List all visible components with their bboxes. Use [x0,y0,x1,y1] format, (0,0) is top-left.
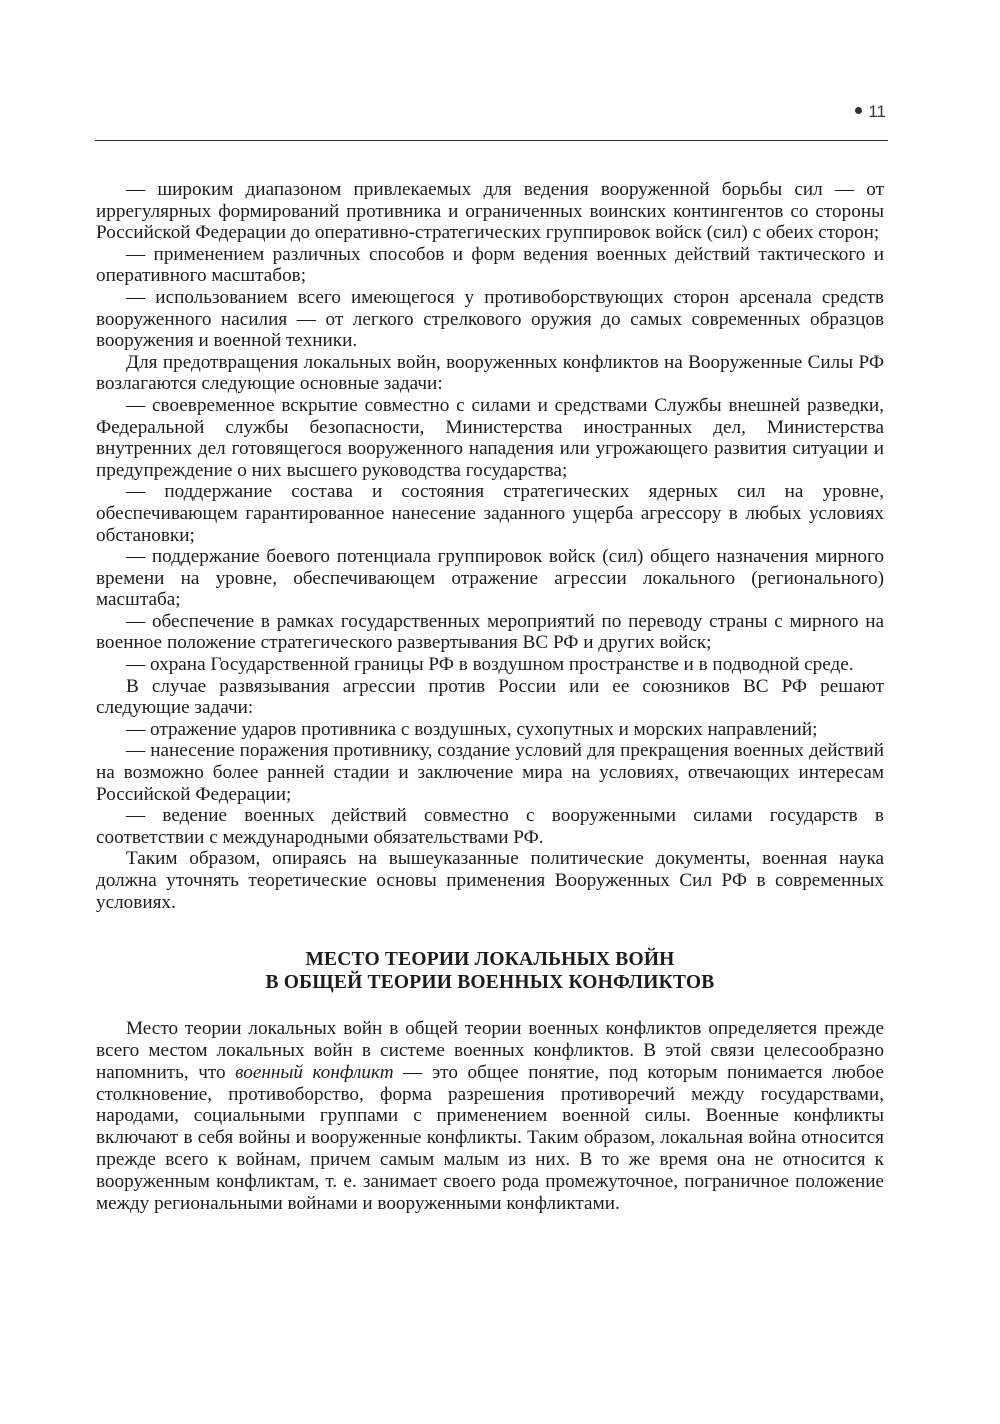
paragraph: — ведение военных действий совместно с вооруженными силами государств в соответствии с международными обязательствами РФ. [96,805,884,848]
term-italic: военный конфликт [235,1061,394,1083]
paragraph: — поддержание состава и состояния стратегических ядерных сил на уровне, обеспечивающем гарантированное нанесение заданного ущерба агрессору в любых условиях обстановки; [96,481,884,546]
paragraph: — поддержание боевого потенциала группировок войск (сил) общего назначения мирного времени на уровне, обеспечивающем отражение агрессии локального (регионального) масштаба; [96,546,884,611]
text-body [96,179,884,1214]
paragraph: — нанесение поражения противнику, создание условий для прекращения военных действий на возможно более ранней стадии и заключение мира на условиях, отвечающих интересам Российской Федерации; [96,740,884,805]
page-number-value: 11 [868,102,886,121]
page-number [855,102,886,122]
section-paragraph [96,1018,884,1214]
bullet-icon [855,107,862,114]
paragraph: В случае развязывания агрессии против России или ее союзников ВС РФ решают следующие задачи: [96,675,884,719]
section-heading [96,948,884,994]
paragraph: — использованием всего имеющегося у противоборствующих сторон арсенала средств вооруженного насилия — от легкого стрелкового оружия до самых современных образцов вооружения и военной техники. [96,286,884,352]
page-header [95,100,888,141]
section-text [96,1018,884,1214]
paragraph: — отражение ударов противника с воздушных, сухопутных и морских направлений; [126,718,818,740]
paragraph: Таким образом, опираясь на вышеуказанные политические документы, военная наука должна уточнять теоретические основы применения Вооруженных Сил РФ в современных условиях. [96,848,884,913]
paragraph: — своевременное вскрытие совместно с силами и средствами Службы внешней разведки, Федеральной службы безопасности, Министерства иностранных дел, Министерства внутренних дел готовящегося вооруженного нападения или угрожающего развития ситуации и предупреждение о них высшего руководства государства; [96,394,884,481]
paragraph: — применением различных способов и форм ведения военных действий тактического и оперативного масштабов; [96,243,884,287]
section-heading-line: В ОБЩЕЙ ТЕОРИИ ВОЕННЫХ КОНФЛИКТОВ [265,972,715,994]
section-paragraph-part: — это общее понятие, под которым понимается любое столкновение, противоборство, форма разрешения противоречий между государствами, народами, социальными группами с применением военной силы. Военные конфликты включают в себя войны и вооруженные конфликты. Таким образом, локальная война относится прежде всего к войнам, причем самым малым из них. В то же время она не относится к вооруженным конфликтам, т. е. занимает своего рода промежуточное, пограничное положение между региональными войнами и вооруженными конфликтами. [96,1061,884,1214]
section-heading-line: МЕСТО ТЕОРИИ ЛОКАЛЬНЫХ ВОЙН [305,949,675,971]
paragraph: — широким диапазоном привлекаемых для ведения вооруженной борьбы сил — от иррегулярных формирований противника и ограниченных воинских контингентов со стороны Российской Федерации до оперативно-стратегических группировок войск (сил) с обеих сторон; [96,179,884,244]
paragraph: — обеспечение в рамках государственных мероприятий по переводу страны с мирного на военное положение стратегического развертывания ВС РФ и других войск; [96,610,884,654]
paragraph: Для предотвращения локальных войн, вооруженных конфликтов на Вооруженные Силы РФ возлагаются следующие основные задачи: [96,351,884,395]
paragraph: — охрана Государственной границы РФ в воздушном пространстве и в подводной среде. [126,654,854,676]
section-paragraph-part: Место теории локальных войн в общей теории военных конфликтов определяется прежде всего местом локальных войн в системе военных конфликтов. В этой связи целесообразно напомнить, что [96,1018,884,1083]
